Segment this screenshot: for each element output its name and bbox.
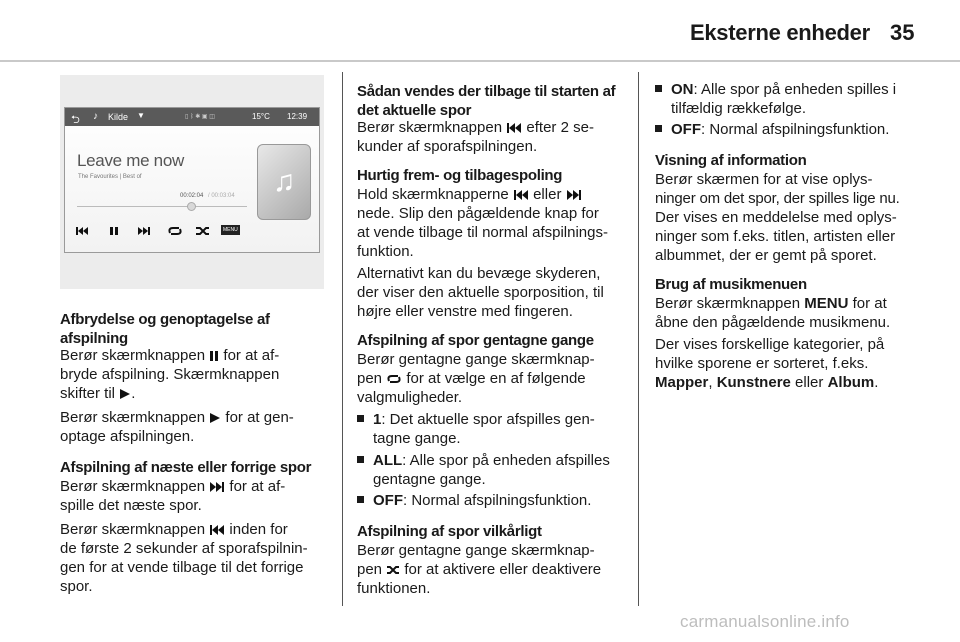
source-label: Kilde bbox=[108, 112, 129, 122]
previous-icon bbox=[75, 223, 89, 239]
section-heading: Visning af information bbox=[655, 152, 807, 169]
text: Berør skærmknappen bbox=[60, 347, 206, 364]
music-note-icon: ♫ bbox=[272, 165, 296, 198]
text: tilfældig rækkefølge. bbox=[671, 100, 807, 117]
dropdown-arrow-icon: ▼ bbox=[137, 111, 145, 120]
next-icon bbox=[209, 481, 225, 493]
text: , bbox=[708, 374, 713, 391]
section-heading: Afspilning af næste eller forrige spor bbox=[60, 459, 312, 476]
paragraph bbox=[655, 373, 945, 392]
song-title: Leave me now bbox=[77, 151, 184, 170]
text: Berør skærmknappen bbox=[60, 478, 206, 495]
player-status-bar bbox=[65, 108, 319, 126]
total-time: / 00:03:04 bbox=[208, 193, 235, 199]
paragraph bbox=[60, 520, 330, 539]
text: tagne gange. bbox=[373, 430, 461, 447]
paragraph bbox=[60, 477, 330, 496]
text-line: ninger om det spor, der spilles lige nu. bbox=[655, 190, 900, 207]
text-line: åbne den pågældende musikmenu. bbox=[655, 314, 891, 331]
text-line: valgmuligheder. bbox=[357, 389, 463, 406]
bullet-icon bbox=[357, 456, 364, 463]
text: skifter til bbox=[60, 385, 116, 402]
page-header-title: Eksterne enheder bbox=[690, 20, 870, 45]
option-key: ALL bbox=[373, 452, 403, 469]
text: efter 2 se- bbox=[526, 119, 594, 136]
text: : Normal afspilningsfunktion. bbox=[701, 121, 890, 138]
pause-icon bbox=[209, 350, 219, 362]
next-icon bbox=[566, 189, 582, 201]
progress-track bbox=[77, 206, 247, 207]
text: : Alle spor på enheden spilles i bbox=[693, 81, 897, 98]
text: for at vælge en af følgende bbox=[406, 370, 586, 387]
paragraph bbox=[60, 346, 330, 365]
text: for at bbox=[852, 295, 887, 312]
text: pen bbox=[357, 561, 383, 578]
repeat-icon bbox=[386, 373, 402, 385]
clock: 12:39 bbox=[287, 112, 308, 121]
text: eller bbox=[533, 186, 562, 203]
text-line: albummet, der er gemt på sporet. bbox=[655, 247, 877, 264]
paragraph bbox=[357, 118, 627, 137]
text: inden for bbox=[229, 521, 288, 538]
list-item-text bbox=[373, 410, 633, 448]
text-line: Der vises forskellige kategorier, på bbox=[655, 336, 885, 353]
menu-keyword: MENU bbox=[804, 295, 849, 312]
text-line: funktion. bbox=[357, 243, 414, 260]
text: Berør skærmknappen bbox=[655, 295, 801, 312]
temperature: 15°C bbox=[252, 112, 270, 121]
category-keyword: Mapper bbox=[655, 374, 709, 391]
player-controls bbox=[75, 223, 245, 241]
back-icon: ⮌ bbox=[71, 114, 80, 126]
previous-icon bbox=[506, 122, 522, 134]
text-line: at vende tilbage til normal afspilnings- bbox=[357, 224, 608, 241]
category-keyword: Album bbox=[827, 374, 875, 391]
shuffle-icon bbox=[386, 564, 400, 576]
watermark: carmanualsonline.info bbox=[680, 612, 850, 631]
previous-icon bbox=[513, 189, 529, 201]
section-heading: Brug af musikmenuen bbox=[655, 276, 807, 293]
text: for at af- bbox=[229, 478, 286, 495]
bullet-icon bbox=[357, 415, 364, 422]
text-line: hvilke sporene er sorteret, f.eks. bbox=[655, 355, 869, 372]
list-item-text bbox=[373, 451, 633, 489]
play-icon bbox=[119, 388, 131, 400]
section-heading: Sådan vendes der tilbage til starten af det aktuelle spor bbox=[357, 83, 616, 119]
option-key: OFF bbox=[373, 492, 403, 509]
repeat-icon bbox=[167, 223, 183, 239]
music-note-icon: ♪ bbox=[93, 111, 98, 122]
pause-icon bbox=[107, 223, 121, 239]
text: for at aktivere eller deaktivere bbox=[404, 561, 602, 578]
section-heading: Afspilning af spor vilkårligt bbox=[357, 523, 542, 540]
text-line: der viser den aktuelle sporposition, til bbox=[357, 284, 604, 301]
status-icons: ▯ ᛒ ✱ ▣ ◫ bbox=[185, 114, 215, 120]
text: . bbox=[874, 374, 879, 391]
column-divider bbox=[342, 72, 343, 606]
text-line: de første 2 sekunder af sporafspilnin- bbox=[60, 540, 308, 557]
text-line: optage afspilningen. bbox=[60, 428, 195, 445]
text-line: højre eller venstre med fingeren. bbox=[357, 303, 573, 320]
text-line: bryde afspilning. Skærmknappen bbox=[60, 366, 280, 383]
page-number: 35 bbox=[890, 20, 915, 45]
bullet-icon bbox=[655, 125, 662, 132]
option-key: 1 bbox=[373, 411, 382, 428]
section-heading: Afbrydelse og genoptagelse af afspilning bbox=[60, 311, 270, 347]
text: : Alle spor på enheden afspilles bbox=[402, 452, 610, 469]
paragraph bbox=[60, 408, 330, 427]
text-line: skifter til . bbox=[60, 385, 136, 402]
text: : Normal afspilningsfunktion. bbox=[403, 492, 592, 509]
elapsed-time: 00:02:04 bbox=[180, 193, 204, 199]
column-divider bbox=[638, 72, 639, 606]
text: for at af- bbox=[223, 347, 280, 364]
text: eller bbox=[795, 374, 824, 391]
text: gentagne gange. bbox=[373, 471, 486, 488]
text-line: Alternativt kan du bevæge skyderen, bbox=[357, 265, 601, 282]
progress-thumb bbox=[187, 202, 196, 211]
section-heading: Hurtig frem- og tilbagespoling bbox=[357, 167, 563, 184]
text-line: Berør gentagne gange skærmknap- bbox=[357, 351, 595, 368]
option-key: ON bbox=[671, 81, 694, 98]
text: Berør skærmknappen bbox=[60, 409, 206, 426]
text-line: Der vises en meddelelse med oplys- bbox=[655, 209, 897, 226]
category-keyword: Kunstnere bbox=[716, 374, 791, 391]
text: Hold skærmknapperne bbox=[357, 186, 509, 203]
paragraph bbox=[655, 294, 945, 313]
player-screen bbox=[64, 107, 320, 253]
text-line: kunder af sporafspilningen. bbox=[357, 138, 538, 155]
paragraph bbox=[357, 560, 637, 579]
option-key: OFF bbox=[671, 121, 701, 138]
menu-button-graphic: MENU bbox=[223, 227, 238, 233]
previous-icon bbox=[209, 524, 225, 536]
text-line: spor. bbox=[60, 578, 93, 595]
text: Berør skærmknappen bbox=[60, 521, 206, 538]
text-line: nede. Slip den pågældende knap for bbox=[357, 205, 599, 222]
text: Berør skærmknappen bbox=[357, 119, 503, 136]
text-line: ninger som f.eks. titlen, artisten eller bbox=[655, 228, 896, 245]
text-line: Berør skærmen for at vise oplys- bbox=[655, 171, 873, 188]
next-icon bbox=[137, 223, 151, 239]
list-item-text bbox=[671, 80, 931, 118]
header-divider bbox=[0, 60, 960, 62]
media-player-illustration bbox=[60, 75, 324, 289]
play-icon bbox=[209, 412, 221, 424]
list-item-text bbox=[671, 120, 931, 139]
text: for at gen- bbox=[225, 409, 294, 426]
list-item-text bbox=[373, 491, 633, 510]
text-line: gen for at vende tilbage til det forrige bbox=[60, 559, 304, 576]
paragraph bbox=[357, 185, 627, 204]
bullet-icon bbox=[655, 85, 662, 92]
text-line: Berør gentagne gange skærmknap- bbox=[357, 542, 595, 559]
text: : Det aktuelle spor afspilles gen- bbox=[381, 411, 595, 428]
shuffle-icon bbox=[195, 223, 211, 239]
text-line: spille det næste spor. bbox=[60, 497, 202, 514]
text-line: funktionen. bbox=[357, 580, 431, 597]
text: pen bbox=[357, 370, 383, 387]
paragraph bbox=[357, 369, 627, 388]
section-heading: Afspilning af spor gentagne gange bbox=[357, 332, 594, 349]
album-art bbox=[257, 144, 311, 220]
album-name: The Favourites | Best of bbox=[78, 174, 142, 180]
bullet-icon bbox=[357, 496, 364, 503]
